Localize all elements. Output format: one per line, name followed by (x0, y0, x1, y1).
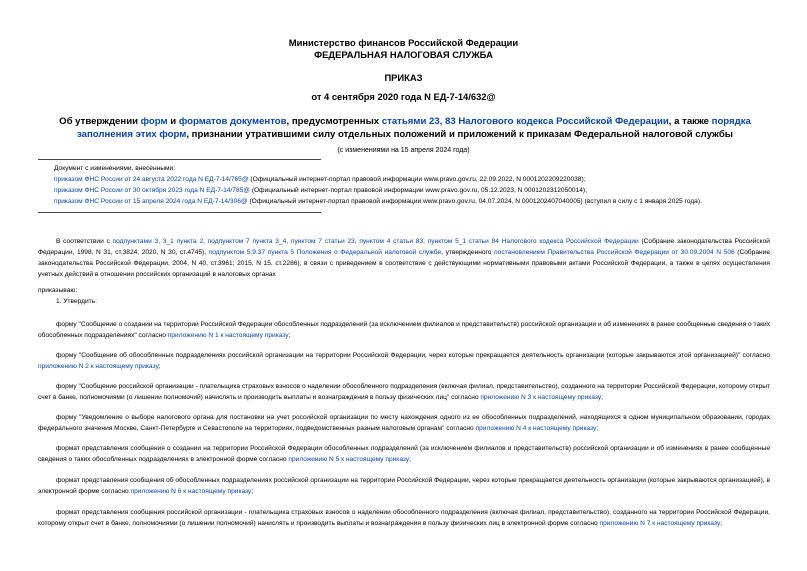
appendix-link-5[interactable]: приложению N 5 к настоящему приказу (288, 456, 410, 463)
form-text-7: формат представления сообщения российской организации - плательщика страховых взносов о наделении обособленного подразделения (включая филиал, представительство), созданного на территории Российской Федерации, которому открыт счет в банке, полномочиями (о лишении полномочий) начислять и производить выплаты и вознаграждения в пользу физических лиц в электронной форме согласно (38, 509, 770, 527)
preamble-paragraph (38, 236, 770, 280)
appendix-link-6[interactable]: приложению N 6 к настоящему приказу (130, 488, 252, 495)
history-item (54, 174, 774, 186)
document-type: ПРИКАЗ (384, 72, 423, 83)
history-link-2[interactable]: приказом ФНС России от 30 октября 2023 года N ЕД-7-14/785@ (54, 187, 250, 194)
title-text-4: , а также (668, 116, 712, 127)
divider-bottom (38, 212, 321, 213)
form-item-5 (38, 443, 770, 465)
history-intro: Документ с изменениями, внесенными: (54, 165, 176, 172)
preamble-text-4: (Собрание законодательства Российской Федерации, 2004, N 40, ст.3961; 2015, N 15, ст.2286), в связи с приведением в соответствие с действующими нормативными правовыми актами Российской Федерации, а также в целях осуществления учетных действий в отношении российских организаций в налоговых органах (38, 249, 770, 278)
title-link-formats[interactable]: форматов документов (178, 116, 287, 127)
preamble-text-3: , утвержденного (441, 249, 495, 256)
history-link-3[interactable]: приказом ФНС России от 15 апреля 2024 года N ЕД-7-14/306@ (54, 198, 248, 205)
appendix-link-4[interactable]: приложению N 4 к настоящему приказу (475, 425, 597, 432)
form-end-3: ; (601, 394, 603, 401)
edition-note: (с изменениями на 15 апреля 2024 года) (337, 147, 470, 154)
form-text-5: формат представления сообщения о создании на территории Российской Федерации обособленных подразделений (за исключением филиалов и представительств) российской организации и об изменениях в ранее сообщенные сведения о таких обособленных подразделениях в электронной форме согласно (38, 445, 770, 463)
form-item-3 (38, 381, 770, 403)
service-name: ФЕДЕРАЛЬНАЯ НАЛОГОВАЯ СЛУЖБА (314, 49, 493, 60)
form-item-7 (38, 507, 770, 529)
order-word: приказываю: (38, 287, 78, 294)
history-link-1[interactable]: приказом ФНС России от 24 августа 2022 года N ЕД-7-14/765@ (54, 176, 249, 183)
appendix-link-2[interactable]: приложению N 2 к настоящему приказу (38, 363, 159, 370)
title-text-5: , признании утратившими силу отдельных положений и приложений к приказам Федеральной налоговой службы (186, 128, 733, 140)
preamble-text-1: В соответствии с (56, 238, 113, 245)
preamble-link-resolution[interactable]: постановлением Правительства Российской Федерации от 30.09.2004 N 506 (494, 249, 735, 256)
history-item (54, 196, 774, 208)
form-end-1: ; (288, 332, 291, 339)
title-text-2: и (167, 116, 179, 127)
form-end-5: ; (409, 456, 412, 463)
title-link-forms[interactable]: форм (140, 116, 168, 127)
form-item-1 (38, 319, 770, 341)
form-end-2: ; (158, 363, 161, 370)
form-end-4: ; (596, 425, 599, 432)
preamble-link-tax-code[interactable]: подпунктами 3, 3_1 пункта 2, подпунктом 7 пункта 3_4, пунктом 7 статьи 23, пунктом 4 статьи 83, пунктом 5_1 статьи 84 Налогового кодекса Российской Федерации (112, 238, 639, 245)
history-rest-2: (Официальный интернет-портал правовой информации www.pravo.gov.ru, 05.12.2023, N 0001202312050014); (250, 187, 587, 194)
document-date-number: от 4 сентября 2020 года N ЕД-7-14/632@ (311, 91, 496, 102)
form-text-6: формат представления сообщения об обособленных подразделениях российской организации на территории Российской Федерации, через которые прекращается деятельность организации (которые закрываются организацией), в электронной форме согласно (38, 477, 770, 495)
form-end-6: ; (251, 488, 254, 495)
form-item-6 (38, 475, 770, 497)
form-end-7: ; (720, 520, 723, 527)
divider-top (38, 159, 321, 160)
history-rest-1: (Официальный интернет-портал правовой информации www.pravo.gov.ru, 22.09.2022, N 0001202209220038); (248, 176, 586, 183)
preamble-link-regulation[interactable]: подпунктом 5.9.37 пункта 5 Положения о Федеральной налоговой службе (208, 249, 442, 256)
form-text-2: форму "Сообщение об обособленных подразделениях российской организации на территории Российской Федерации, через которые прекращается деятельность организации (которые закрываются этой организацией)" согласно (56, 352, 770, 359)
form-text-4: форму "Уведомление о выборе налогового органа для постановки на учет российской организации по месту нахождения одного из ее обособленных подразделений, находящихся в одном муниципальном образовании, городах федерального значения Москве, Санкт-Петербурге и Севастополе на территориях, подведомственных разным налоговым органам" согласно (38, 414, 770, 432)
appendix-link-1[interactable]: приложению N 1 к настоящему приказу (167, 332, 289, 339)
appendix-link-3[interactable]: приложению N 3 к настоящему приказу (480, 394, 602, 401)
form-item-2 (38, 350, 770, 372)
history-item (54, 185, 774, 197)
title-link-procedure[interactable]: порядка заполнения этих форм (77, 116, 751, 140)
title-text-1: Об утверждении (59, 116, 141, 127)
title-link-tax-code[interactable]: статьями 23, 83 Налогового кодекса Российской Федерации (381, 116, 669, 127)
title-text-3: , предусмотренных (286, 116, 382, 127)
document-title (50, 116, 760, 141)
preamble-text-2: (Собрание законодательства Российской Федерации, 1998, N 31, ст.3824; 2020, N 30, ст.4745), (38, 238, 770, 256)
form-text-1: форму "Сообщение о создании на территории Российской Федерации обособленных подразделений (за исключением филиалов и представительств) российской организации и об изменениях в ранее сообщенные сведения о таких обособленных подразделениях" согласно (38, 321, 770, 339)
item-1-approve: 1. Утвердить: (56, 298, 97, 305)
history-rest-3: (Официальный интернет-портал правовой информации www.pravo.gov.ru, 04.07.2024, N 0001202407040005) (вступил в силу с 1 января 2025 года). (247, 198, 702, 205)
form-text-3: форму "Сообщение российской организации - плательщика страховых взносов о наделении обособленного подразделения (включая филиал, представительство), созданного на территории Российской Федерации, которому открыт счет в банке, полномочиями (о лишении полномочий) начислять и производить выплаты и вознаграждения в пользу физических лиц" согласно (38, 383, 770, 401)
appendix-link-7[interactable]: приложению N 7 к настоящему приказу (599, 520, 721, 527)
ministry-name: Министерство финансов Российской Федерации (288, 37, 519, 48)
form-item-4 (38, 412, 770, 434)
